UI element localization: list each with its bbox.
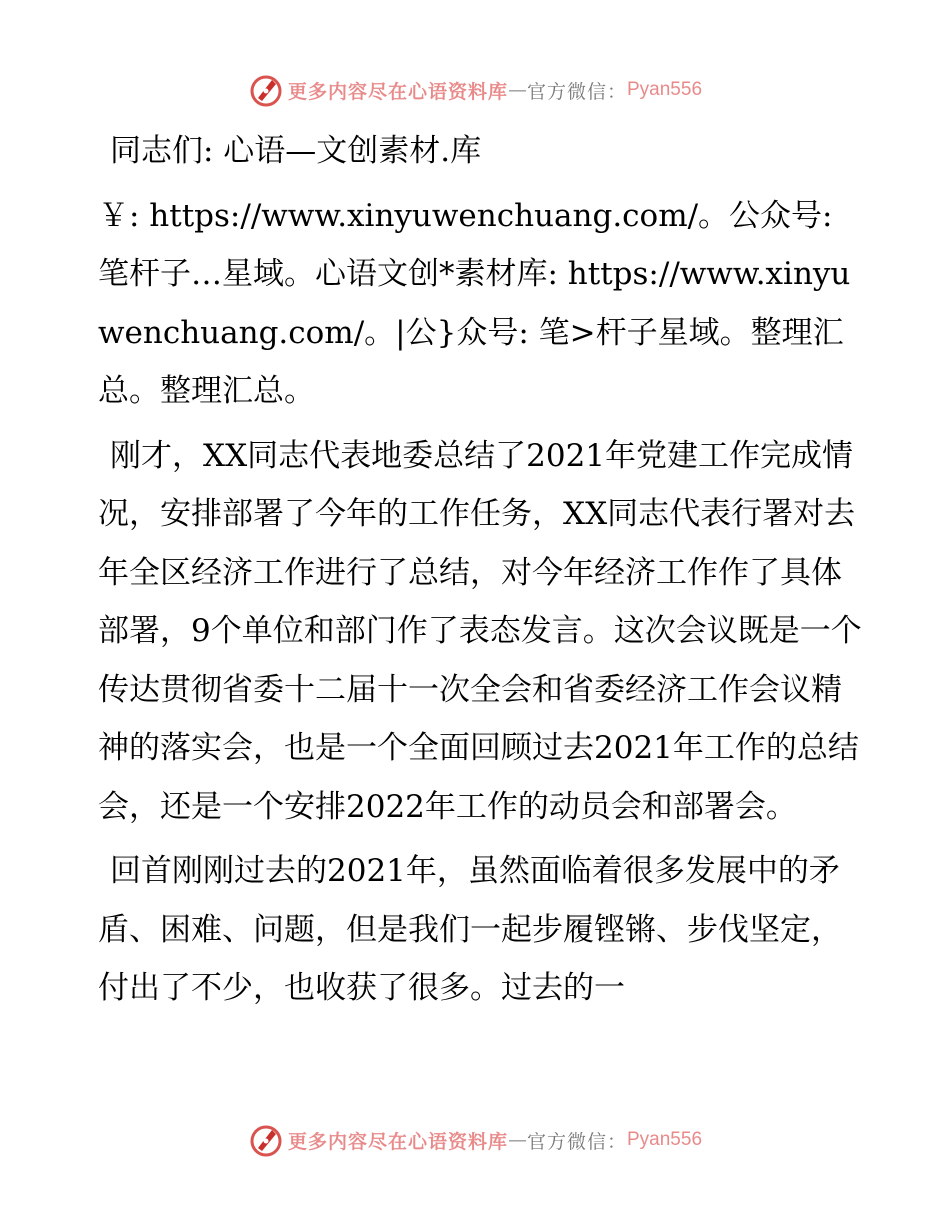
paragraph-1: 刚才，XX同志代表地委总结了2021年党建工作完成情况，安排部署了今年的工作任务，XX同志代表行署对去年全区经济工作进行了总结，对今年经济工作作了具体部署，9个单位和部门作了表态发言。这次会议既是一个传达贯彻省委十二届十一次全会和省委经济工作会议精神的落实会，也是一个全面回顾过去2021年工作的总结会，还是一个安排2022年工作的动员会和部署会。: [98, 437, 862, 825]
header-wechat-id: Pyan556: [627, 79, 703, 100]
greeting-line: 同志们: 心语—文创素材.库: [110, 133, 482, 169]
footer-wechat-label: 官方微信：: [526, 1130, 627, 1153]
watermark-paragraph: ￥: https://www.xinyuwenchuang.com/。公众号: 笔杆子…星域。心语文创*素材库: https://www.xinyuwenchuang.com/。|公}众号: 笔>杆子星域。整理汇总。整理汇总。: [98, 197, 851, 409]
header-site-text: 更多内容尽在心语资料库: [287, 80, 508, 103]
header-dash: —: [507, 79, 527, 101]
paragraph-2: 回首刚刚过去的2021年，虽然面临着很多发展中的矛盾、困难、问题，但是我们一起步履铿锵、步伐坚定，付出了不少，也收获了很多。过去的一: [98, 853, 842, 1006]
document-body: [98, 122, 863, 1024]
footer-dash: —: [507, 1129, 527, 1151]
footer-wechat-id: Pyan556: [627, 1129, 703, 1150]
header-wechat-label: 官方微信：: [526, 80, 627, 103]
header-banner: [0, 70, 950, 110]
footer-banner: [0, 1120, 950, 1160]
pen-nib-logo-icon: [248, 72, 284, 108]
footer-site-text: 更多内容尽在心语资料库: [287, 1130, 508, 1153]
pen-nib-logo-icon: [248, 1122, 284, 1158]
